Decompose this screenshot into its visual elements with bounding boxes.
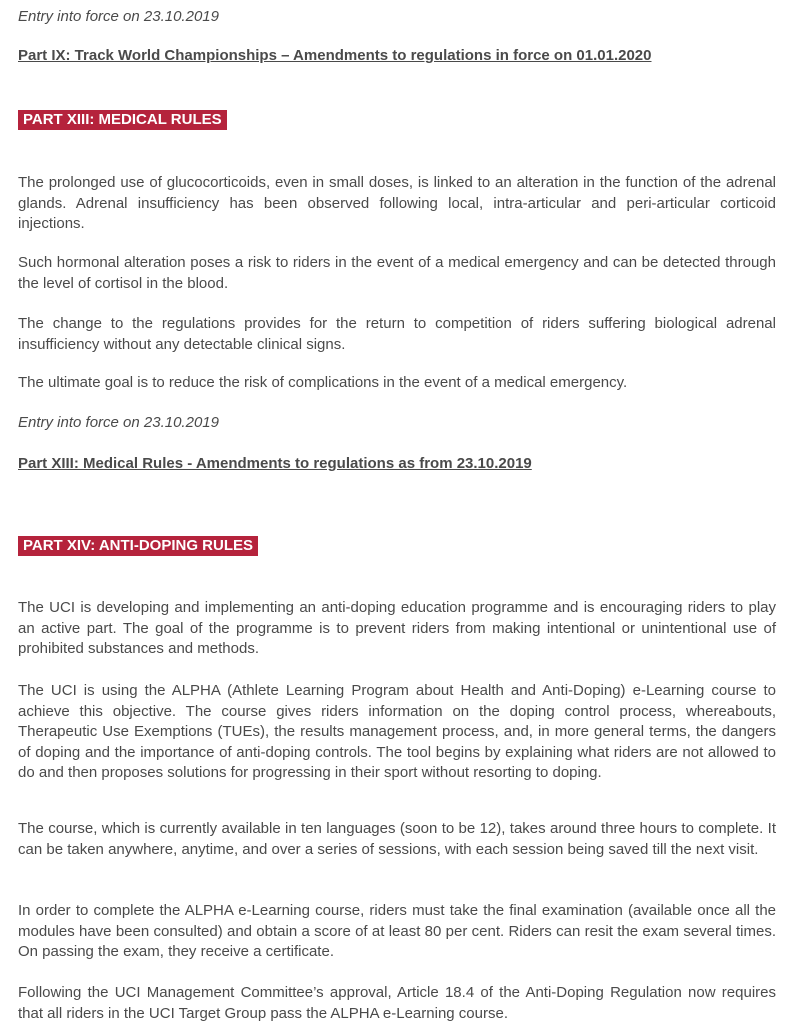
section-heading-medical-rules (18, 110, 776, 130)
anti-doping-paragraph-2: The UCI is using the ALPHA (Athlete Learning Program about Health and Anti-Doping) e-Learning course to achieve this objective. The course gives riders information on the doping control process, whereabouts, Therapeutic Use Exemptions (TUEs), the results management process, and, in more general terms, the dangers of doping and the importance of anti-doping controls. The tool begins by explaining what riders are not allowed to do and then proposes solutions for progressing in their sport without resorting to doping. (18, 682, 776, 781)
heading-medical-rules: PART XIII: MEDICAL RULES (18, 110, 227, 130)
anti-doping-paragraph-5: Following the UCI Management Committee’s approval, Article 18.4 of the Anti-Doping Regulation now requires that all riders in the UCI Target Group pass the ALPHA e-Learning course. (18, 984, 776, 1022)
link-part-ix-amendments[interactable]: Part IX: Track World Championships – Amendments to regulations in force on 01.01.2020 (18, 47, 652, 64)
entry-into-force-part-xiii: Entry into force on 23.10.2019 (18, 414, 219, 431)
medical-paragraph-1: The prolonged use of glucocorticoids, even in small doses, is linked to an alteration in the function of the adrenal glands. Adrenal insufficiency has been observed following local, intra-articular and peri-articular corticoid injections. (18, 174, 776, 232)
medical-paragraph-2: Such hormonal alteration poses a risk to riders in the event of a medical emergency and can be detected through the level of cortisol in the blood. (18, 254, 776, 292)
heading-anti-doping-rules: PART XIV: ANTI-DOPING RULES (18, 536, 258, 556)
link-part-xiii-amendments[interactable]: Part XIII: Medical Rules - Amendments to regulations as from 23.10.2019 (18, 455, 532, 472)
anti-doping-paragraph-1: The UCI is developing and implementing an anti-doping education programme and is encouraging riders to play an active part. The goal of the programme is to prevent riders from making intentional or unintentional use of prohibited substances and methods. (18, 599, 776, 657)
anti-doping-paragraph-3: The course, which is currently available in ten languages (soon to be 12), takes around three hours to complete. It can be taken anywhere, anytime, and over a series of sessions, with each session being saved till the next visit. (18, 820, 776, 858)
entry-into-force-part-ix: Entry into force on 23.10.2019 (18, 8, 219, 25)
medical-paragraph-3: The change to the regulations provides for the return to competition of riders suffering biological adrenal insufficiency without any detectable clinical signs. (18, 315, 776, 353)
section-heading-anti-doping-rules (18, 536, 776, 556)
anti-doping-paragraph-4: In order to complete the ALPHA e-Learning course, riders must take the final examination (available once all the modules have been consulted) and obtain a score of at least 80 per cent. Riders can resit the exam several times. On passing the exam, they receive a certificate. (18, 902, 776, 960)
medical-paragraph-4: The ultimate goal is to reduce the risk of complications in the event of a medical emergency. (18, 374, 628, 391)
